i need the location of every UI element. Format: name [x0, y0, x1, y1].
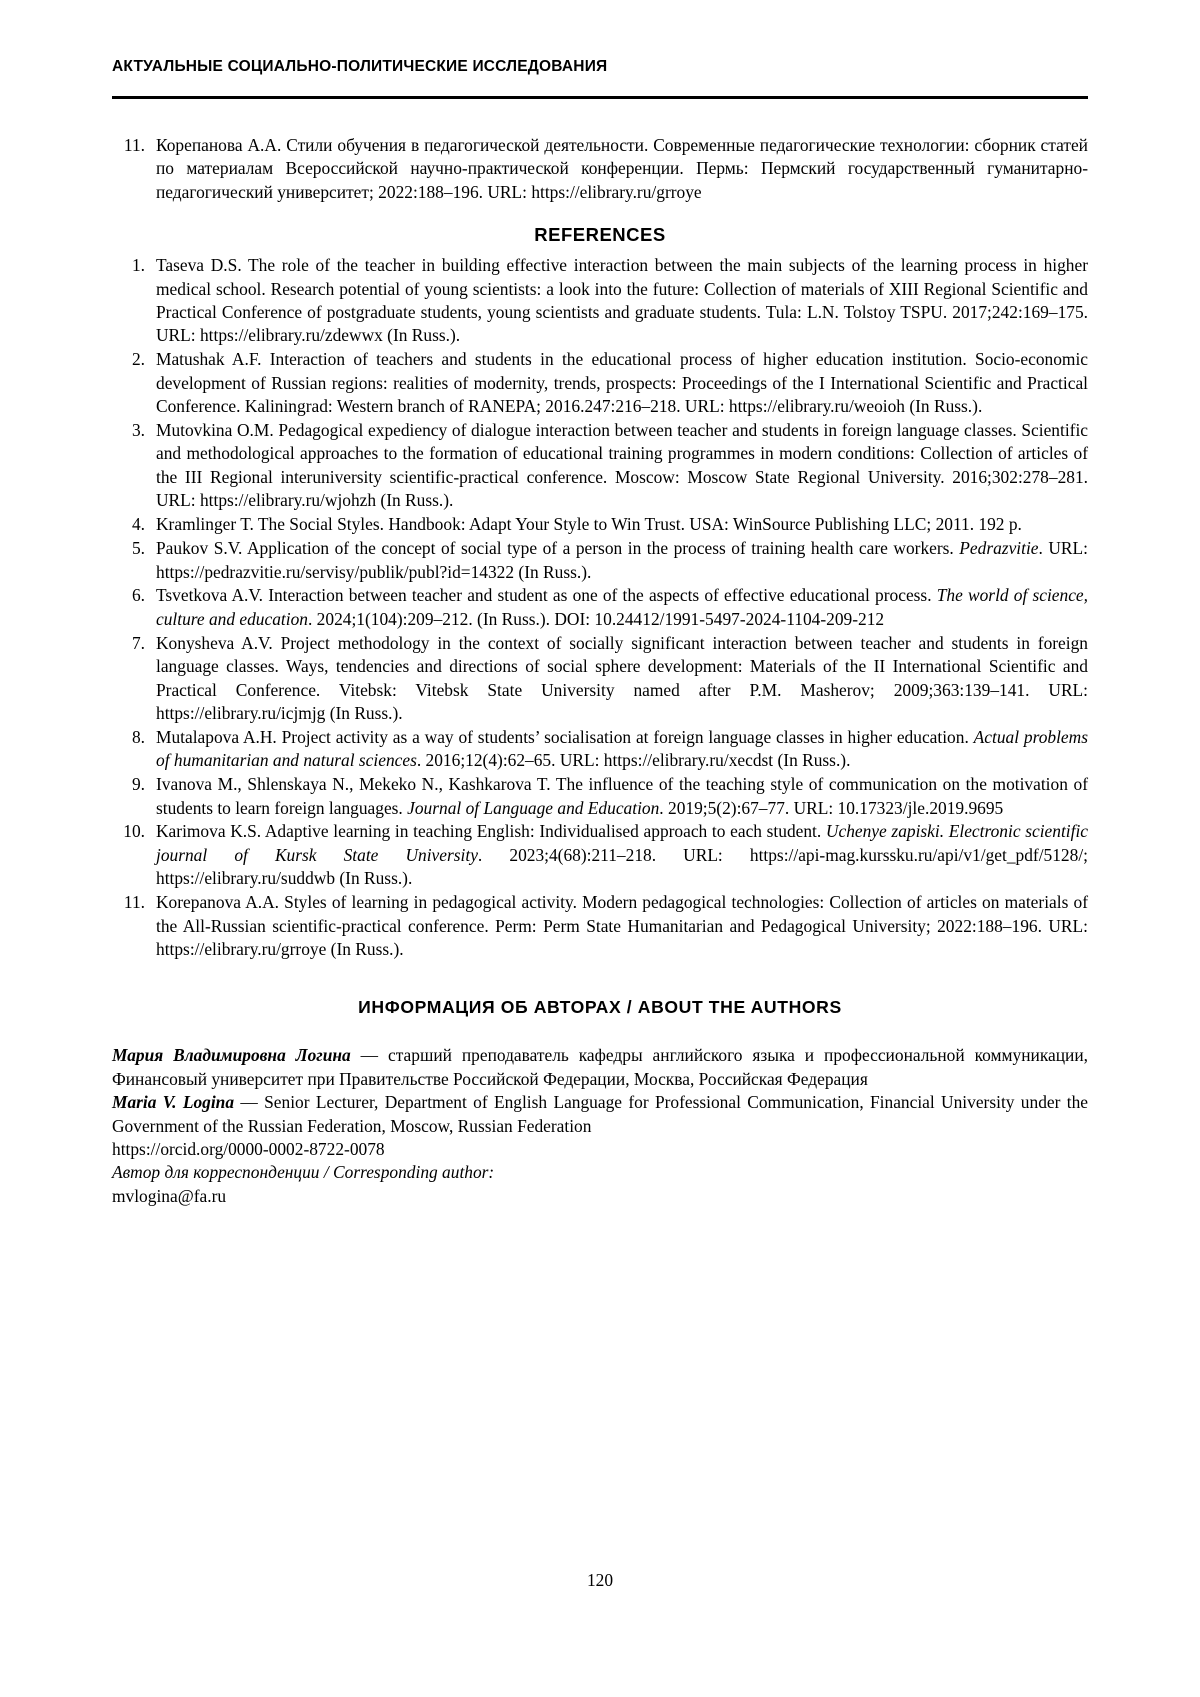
list-item-text: Mutalapova A.H. Project activity as a way of students’ socialisation at foreign language classes in higher education.: [156, 726, 974, 747]
list-item: [112, 419, 1088, 513]
list-item-text: Konysheva A.V. Project methodology in the context of socially significant interaction between teacher and students in foreign language classes. Ways, tendencies and directions of social sphere development: Materials of the II International Scientific and Practical Conference. Vitebsk: Vitebsk State University named after P.M. Masherov; 2009;363:139–141. URL: https://elibrary.ru/icjmjg (In Russ.).: [156, 632, 1088, 723]
author-dash-en: —: [234, 1092, 265, 1113]
list-item-italic: Pedrazvitie: [959, 538, 1039, 559]
list-item-text: Ivanova M., Shlenskaya N., Mekeko N., Kashkarova T. The influence of the teaching style of communication on the motivation of students to learn foreign languages.: [156, 774, 1088, 818]
list-item-text: Mutovkina O.M. Pedagogical expediency of dialogue interaction between teacher and students in foreign language classes. Scientific and methodological approaches to the formation of educational training programmes in modern conditions: Collection of articles of the III Regional interuniversity scientific-practical conference. Moscow: Moscow State Regional University. 2016;302:278–281. URL: https://elibrary.ru/wjohzh (In Russ.).: [156, 420, 1088, 511]
list-item-italic: Journal of Language and Education: [407, 797, 660, 818]
running-head: АКТУАЛЬНЫЕ СОЦИАЛЬНО-ПОЛИТИЧЕСКИЕ ИССЛЕДОВАНИЯ: [112, 58, 608, 75]
author-affiliation-en: Senior Lecturer, Department of English Language for Professional Communication, Financial University under the Government of the Russian Federation, Moscow, Russian Federation: [112, 1092, 1088, 1136]
author-email[interactable]: mvlogina@fa.ru: [112, 1185, 227, 1206]
list-item-text-post: . 2024;1(104):209–212. (In Russ.). DOI: 10.24412/1991-5497-2024-1104-209-212: [307, 608, 885, 629]
list-item-text: Tsvetkova A.V. Interaction between teacher and student as one of the aspects of effective educational process.: [156, 585, 937, 606]
list-item-italic: Uchenye zapiski. Electronic scientific journal of Kursk State University: [156, 821, 1088, 865]
list-item-text: Karimova K.S. Adaptive learning in teaching English: Individualised approach to each student.: [156, 821, 826, 842]
list-item-number: 6.: [131, 585, 145, 606]
list-item: [112, 513, 1088, 536]
author-ru-paragraph: [112, 1044, 1088, 1091]
list-item-text: Paukov S.V. Application of the concept of social type of a person in the process of training health care workers.: [156, 538, 960, 559]
authors-section-title: ИНФОРМАЦИЯ ОБ АВТОРАХ / ABOUT THE AUTHORS: [358, 997, 842, 1018]
russian-references-tail: [112, 134, 1088, 204]
list-item: [112, 632, 1088, 726]
list-item-number: 11.: [123, 892, 145, 913]
page-number: 120: [586, 1570, 614, 1590]
list-item-number: 9.: [131, 774, 145, 795]
list-item-text-post: . 2016;12(4):62–65. URL: https://elibrary.ru/xecdst (In Russ.).: [416, 750, 851, 771]
corresponding-author-label: Автор для корреспонденции / Corresponding author:: [112, 1162, 495, 1183]
list-item: [112, 134, 1088, 204]
list-item-italic: Actual problems of humanitarian and natural sciences: [156, 726, 1088, 771]
list-item: [112, 820, 1088, 890]
list-item-text: Matushak A.F. Interaction of teachers and students in the educational process of higher education institution. Socio-economic development of Russian regions: realities of modernity, trends, prospects: Proceedings of the I International Scientific and Practical Conference. Kaliningrad: Western branch of RANEPA; 2016.247:216–218. URL: https://elibrary.ru/weoioh (In Russ.).: [156, 349, 1088, 417]
list-item: [112, 584, 1088, 631]
author-dash-ru: —: [350, 1045, 388, 1066]
list-item-number: 4.: [131, 514, 145, 535]
list-item-number: 3.: [131, 420, 145, 441]
list-item: [112, 773, 1088, 820]
list-item-number: 5.: [131, 538, 145, 559]
list-item-number: 8.: [131, 726, 145, 747]
list-item-text-post: . URL: https://pedrazvitie.ru/servisy/publik/publ?id=14322 (In Russ.).: [156, 538, 1088, 582]
list-item: [112, 254, 1088, 348]
list-item-italic: The world of science, culture and education: [156, 585, 1088, 629]
author-name-ru: Мария Владимировна Логина: [112, 1045, 351, 1066]
list-item-number: 11.: [123, 135, 145, 155]
author-name-en: Maria V. Logina: [112, 1092, 235, 1113]
list-item-text-post: . 2019;5(2):67–77. URL: 10.17323/jle.2019.9695: [659, 797, 1004, 818]
author-info-block: [112, 1044, 1088, 1208]
list-item-text: Корепанова А.А. Стили обучения в педагогической деятельности. Современные педагогические технологии: сборник статей по материалам Всероссийской научно-практической конференции. Пермь: Пермский государственный гуманитарно-педагогический университет; 2022:188–196. URL: https://elibrary.ru/grroye: [156, 135, 1088, 202]
list-item-text-post: . 2023;4(68):211–218. URL: https://api-mag.kurssku.ru/api/v1/get_pdf/5128/; https://elibrary.ru/suddwb (In Russ.).: [156, 844, 1088, 889]
list-item-text: Taseva D.S. The role of the teacher in building effective interaction between the main subjects of the learning process in higher medical school. Research potential of young scientists: a look into the future: Collection of materials of XIII Regional Scientific and Practical Conference of postgraduate students, young scientists and graduate students. Tula: L.N. Tolstoy TSPU. 2017;242:169–175. URL: https://elibrary.ru/zdewwx (In Russ.).: [156, 255, 1088, 346]
author-affiliation-ru: старший преподаватель кафедры английского языка и профессиональной коммуникации, Финансовый университет при Правительстве Российской Федерации, Москва, Российская Федерация: [112, 1045, 1088, 1089]
list-item: [112, 537, 1088, 584]
author-en-paragraph: [112, 1091, 1088, 1138]
list-item-number: 1.: [131, 255, 145, 276]
list-item: [112, 348, 1088, 418]
list-item-number: 10.: [123, 821, 145, 842]
page-content: [112, 134, 1088, 1208]
author-orcid[interactable]: https://orcid.org/0000-0002-8722-0078: [112, 1139, 385, 1160]
list-item-number: 2.: [131, 349, 145, 370]
list-item: [112, 891, 1088, 961]
page-title: REFERENCES: [534, 224, 666, 246]
list-item: [112, 726, 1088, 773]
list-item-text: Kramlinger T. The Social Styles. Handbook: Adapt Your Style to Win Trust. USA: WinSource Publishing LLC; 2011. 192 p.: [156, 514, 1022, 535]
references-list: [112, 254, 1088, 961]
header-rule: [112, 96, 1088, 99]
list-item-number: 7.: [131, 632, 145, 653]
list-item-text: Korepanova A.A. Styles of learning in pedagogical activity. Modern pedagogical technologies: Collection of articles on materials of the All-Russian scientific-practical conference. Perm: Perm State Humanitarian and Pedagogical University; 2022:188–196. URL: https://elibrary.ru/grroye (In Russ.).: [156, 892, 1088, 959]
